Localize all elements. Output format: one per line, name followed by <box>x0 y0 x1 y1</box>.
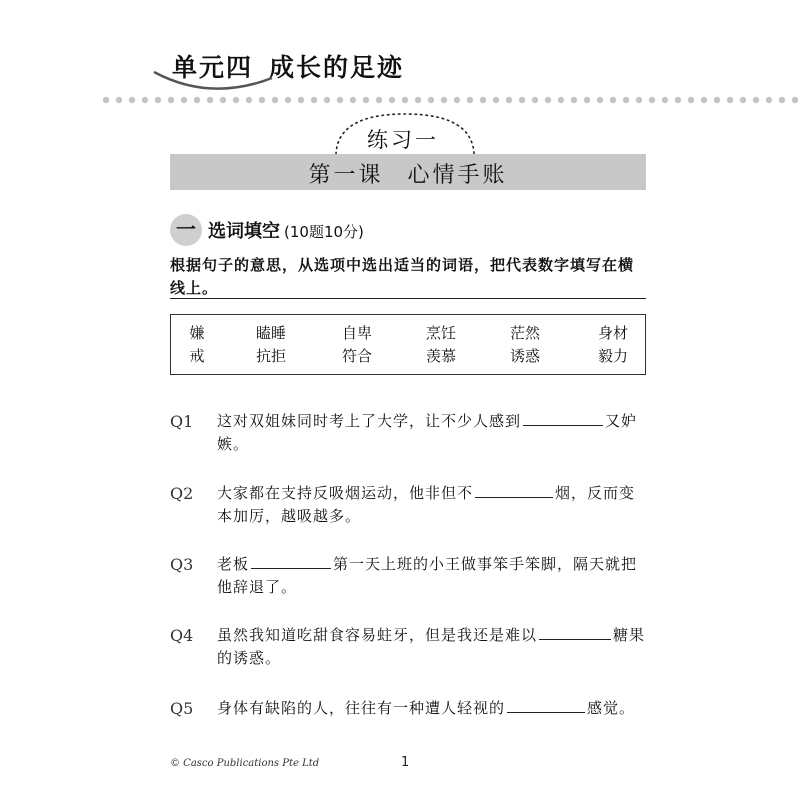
divider-dot <box>233 97 239 103</box>
divider-dot <box>675 97 681 103</box>
word-bank-row-2 <box>171 345 647 367</box>
divider-dot <box>207 97 213 103</box>
question-text <box>217 482 647 528</box>
divider-dot <box>571 97 577 103</box>
lesson-name: 心情手账 <box>407 163 508 188</box>
divider-dot <box>415 97 421 103</box>
word-bank-item: 符合 <box>341 347 373 365</box>
question-number: Q5 <box>170 699 194 718</box>
instruction-rule <box>170 298 646 299</box>
question-number: Q2 <box>170 484 194 503</box>
section-instruction: 根据句子的意思，从选项中选出适当的词语，把代表数字填写在横线上。 <box>170 256 635 297</box>
word-bank-item: 身材 <box>597 324 629 342</box>
word-bank-item: 自卑 <box>341 324 373 342</box>
divider-dot <box>727 97 733 103</box>
question-text-before: 这对双姐妹同时考上了大学，让不少人感到 <box>217 412 522 430</box>
word-bank-item: 嫌 <box>189 324 205 342</box>
word-bank-item: 瞌睡 <box>255 324 287 342</box>
unit-label: 单元四 <box>172 53 254 82</box>
question-number: Q1 <box>170 412 194 431</box>
divider-dot <box>753 97 759 103</box>
lesson-title <box>170 158 646 189</box>
word-bank-item: 羡慕 <box>425 347 457 365</box>
dotted-divider <box>100 94 800 106</box>
question-text <box>217 553 647 599</box>
divider-dot <box>610 97 616 103</box>
word-bank <box>170 314 646 375</box>
divider-dot <box>545 97 551 103</box>
section-title: 选词填空 <box>208 221 280 242</box>
section-score: (10题10分) <box>284 223 364 241</box>
divider-dot <box>337 97 343 103</box>
divider-dot <box>792 97 798 103</box>
answer-blank[interactable] <box>539 624 611 640</box>
word-bank-item: 茫然 <box>509 324 541 342</box>
divider-dot <box>519 97 525 103</box>
question-text-after: 第一天上班的小王做事笨手笨脚，隔天就把他辞退了。 <box>217 555 638 596</box>
divider-dot <box>272 97 278 103</box>
divider-dot <box>324 97 330 103</box>
divider-dot <box>662 97 668 103</box>
question-text-before: 老板 <box>217 555 250 573</box>
divider-dot <box>740 97 746 103</box>
divider-dot <box>584 97 590 103</box>
answer-blank[interactable] <box>251 553 331 569</box>
divider-dot <box>298 97 304 103</box>
divider-dot <box>246 97 252 103</box>
section-heading <box>208 217 364 243</box>
unit-name: 成长的足迹 <box>269 53 405 82</box>
divider-dot <box>168 97 174 103</box>
divider-dot <box>623 97 629 103</box>
divider-dot <box>558 97 564 103</box>
divider-dot <box>597 97 603 103</box>
divider-dot <box>311 97 317 103</box>
divider-dot <box>467 97 473 103</box>
answer-blank[interactable] <box>475 482 553 498</box>
divider-dot <box>402 97 408 103</box>
question-text-after: 烟，反而变本加厉，越吸越多。 <box>217 484 636 525</box>
divider-dot <box>155 97 161 103</box>
section-number-badge: 一 <box>170 214 202 246</box>
question-text-after: 糖果的诱惑。 <box>217 626 646 667</box>
question-text <box>217 624 647 670</box>
divider-dot <box>714 97 720 103</box>
unit-title-underline <box>150 62 280 96</box>
question-text-before: 大家都在支持反吸烟运动，他非但不 <box>217 484 474 502</box>
divider-dot <box>129 97 135 103</box>
divider-dot <box>532 97 538 103</box>
question-text-before: 虽然我知道吃甜食容易蛀牙，但是我还是难以 <box>217 626 538 644</box>
divider-dot <box>636 97 642 103</box>
divider-dot <box>454 97 460 103</box>
question-text-after: 感觉。 <box>587 699 636 717</box>
question-number: Q3 <box>170 555 194 574</box>
divider-dot <box>363 97 369 103</box>
divider-dot <box>181 97 187 103</box>
divider-dot <box>779 97 785 103</box>
divider-dot <box>766 97 772 103</box>
divider-dot <box>688 97 694 103</box>
divider-dot <box>493 97 499 103</box>
answer-blank[interactable] <box>507 697 585 713</box>
divider-dot <box>116 97 122 103</box>
question-number: Q4 <box>170 626 194 645</box>
exercise-title: 练习一 <box>367 128 439 152</box>
question-text-before: 身体有缺陷的人，往往有一种遭人轻视的 <box>217 699 506 717</box>
word-bank-item: 抗拒 <box>255 347 287 365</box>
divider-dot <box>285 97 291 103</box>
divider-dot <box>441 97 447 103</box>
page-number: 1 <box>401 755 410 770</box>
answer-blank[interactable] <box>523 410 603 426</box>
divider-dot <box>506 97 512 103</box>
question-text-after: 又妒嫉。 <box>217 412 638 453</box>
divider-dot <box>220 97 226 103</box>
divider-dot <box>259 97 265 103</box>
lesson-label: 第一课 <box>308 163 384 188</box>
divider-dot <box>389 97 395 103</box>
divider-dot <box>142 97 148 103</box>
divider-dot <box>649 97 655 103</box>
divider-dot <box>428 97 434 103</box>
word-bank-item: 诱惑 <box>509 347 541 365</box>
word-bank-item: 毅力 <box>597 347 629 365</box>
word-bank-item: 戒 <box>189 347 205 365</box>
divider-dot <box>103 97 109 103</box>
question-text <box>217 697 647 720</box>
divider-dot <box>376 97 382 103</box>
divider-dot <box>350 97 356 103</box>
question-text <box>217 410 647 456</box>
divider-dot <box>480 97 486 103</box>
word-bank-row-1 <box>171 322 647 344</box>
copyright-notice: © Casco Publications Pte Ltd <box>170 758 320 769</box>
word-bank-item: 烹饪 <box>425 324 457 342</box>
divider-dot <box>701 97 707 103</box>
divider-dot <box>194 97 200 103</box>
